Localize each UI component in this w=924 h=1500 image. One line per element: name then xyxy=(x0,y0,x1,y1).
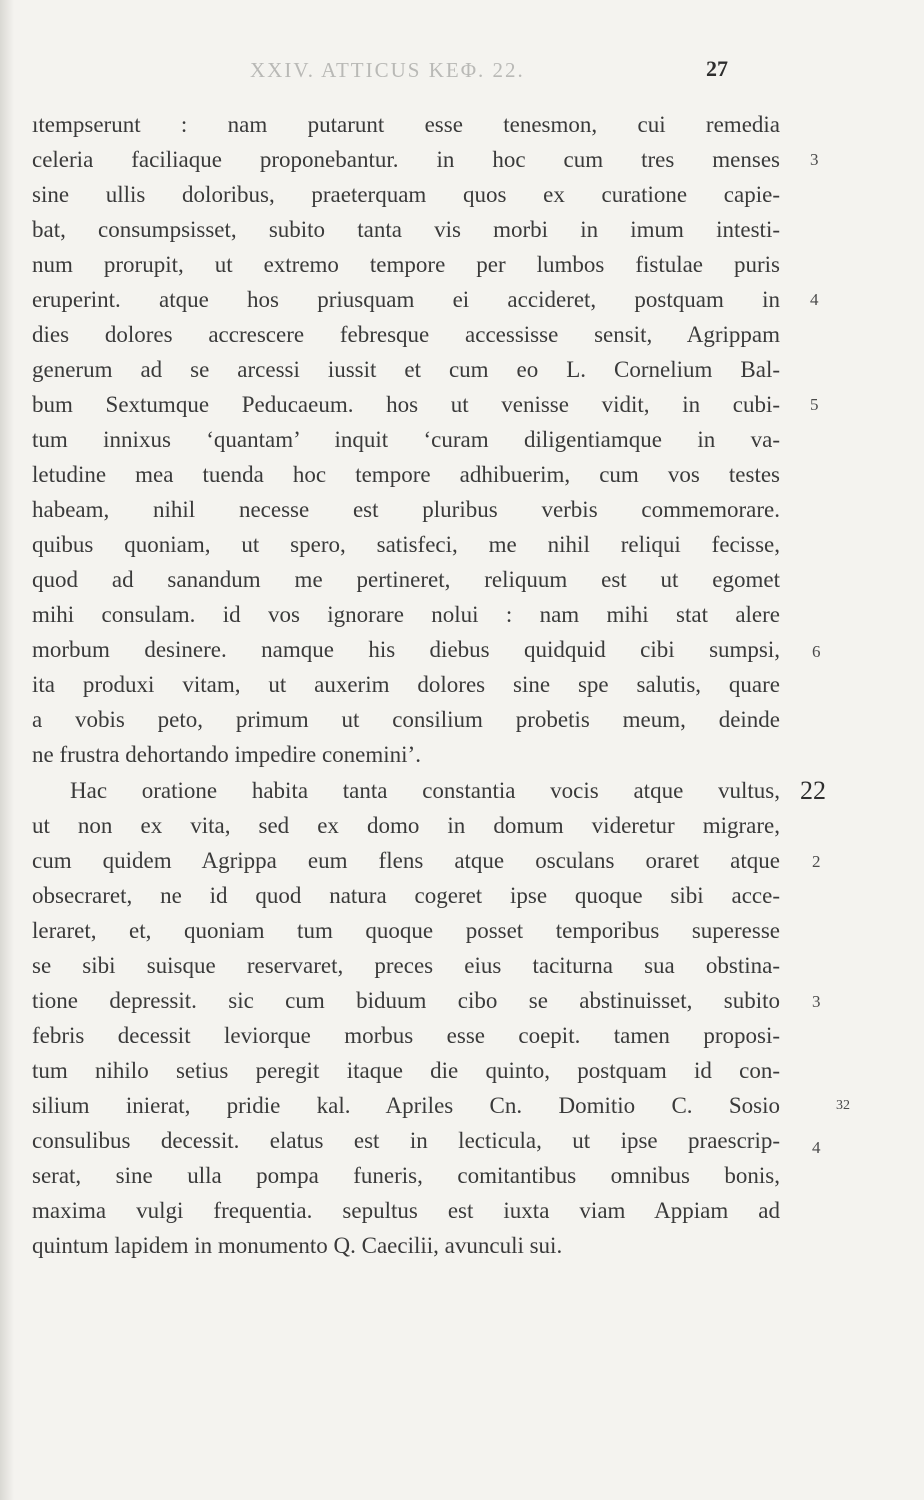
text-line: eruperint. atque hos priusquam ei accideret, postquam in xyxy=(32,287,780,312)
margin-chapter-number: 22 xyxy=(800,776,826,805)
margin-section-number: 3 xyxy=(812,992,821,1011)
text-line: ita produxi vitam, ut auxerim dolores sine spe salutis, quare xyxy=(32,672,780,697)
text-line: tum innixus ‘quantam’ inquit ‘curam diligentiamque in va- xyxy=(32,427,780,452)
text-line: dies dolores accrescere febresque accessisse sensit, Agrippam xyxy=(32,322,780,347)
margin-section-number: 5 xyxy=(810,395,819,414)
text-line: obsecraret, ne id quod natura cogeret ipse quoque sibi acce- xyxy=(32,883,780,908)
text-line: Hac oratione habita tanta constantia vocis atque vultus, xyxy=(70,778,780,803)
text-line: tum nihilo setius peregit itaque die quinto, postquam id con- xyxy=(32,1058,780,1083)
page-number: 27 xyxy=(706,56,728,81)
margin-section-number: 2 xyxy=(812,852,821,871)
page-gutter-shadow xyxy=(0,0,14,1500)
text-line: bum Sextumque Peducaeum. hos ut venisse vidit, in cubi- xyxy=(32,392,780,417)
text-line: silium inierat, pridie kal. Apriles Cn. Domitio C. Sosio xyxy=(32,1093,780,1118)
text-line: consulibus decessit. elatus est in lecticula, ut ipse praescrip- xyxy=(32,1128,780,1153)
text-line: mihi consulam. id vos ignorare nolui : nam mihi stat alere xyxy=(32,602,780,627)
running-head: XXIV. ATTICUS ΚΕΦ. 22. xyxy=(250,58,525,82)
text-line: letudine mea tuenda hoc tempore adhibuerim, cum vos testes xyxy=(32,462,780,487)
text-line: quintum lapidem in monumento Q. Caecilii, avunculi sui. xyxy=(32,1233,563,1258)
margin-section-number: 4 xyxy=(810,290,819,309)
text-line: serat, sine ulla pompa funeris, comitantibus omnibus bonis, xyxy=(32,1163,780,1188)
text-line: quibus quoniam, ut spero, satisfeci, me nihil reliqui fecisse, xyxy=(32,532,780,557)
text-line: ut non ex vita, sed ex domo in domum videretur migrare, xyxy=(32,813,780,838)
margin-page-reference: 32 xyxy=(836,1098,850,1113)
text-line: morbum desinere. namque his diebus quidquid cibi sumpsi, xyxy=(32,637,780,662)
text-line: celeria faciliaque proponebantur. in hoc cum tres menses xyxy=(32,147,780,172)
margin-section-number: 4 xyxy=(812,1138,821,1157)
text-line: sine ullis doloribus, praeterquam quos ex curatione capie- xyxy=(32,182,780,207)
text-line: leraret, et, quoniam tum quoque posset temporibus superesse xyxy=(32,918,780,943)
margin-section-number: 6 xyxy=(812,642,821,661)
text-line: febris decessit leviorque morbus esse coepit. tamen proposi- xyxy=(32,1023,780,1048)
text-line: ne frustra dehortando impedire conemini’. xyxy=(32,742,421,767)
text-line: ıtempserunt : nam putarunt esse tenesmon, cui remedia xyxy=(32,112,780,137)
text-line: tione depressit. sic cum biduum cibo se abstinuisset, subito xyxy=(32,988,780,1013)
text-line: maxima vulgi frequentia. sepultus est iuxta viam Appiam ad xyxy=(32,1198,780,1223)
text-line: a vobis peto, primum ut consilium probetis meum, deinde xyxy=(32,707,780,732)
text-line: generum ad se arcessi iussit et cum eo L. Cornelium Bal- xyxy=(32,357,780,382)
text-line: num prorupit, ut extremo tempore per lumbos fistulae puris xyxy=(32,252,780,277)
text-line: quod ad sanandum me pertineret, reliquum est ut egomet xyxy=(32,567,780,592)
text-line: cum quidem Agrippa eum flens atque osculans oraret atque xyxy=(32,848,780,873)
text-line: habeam, nihil necesse est pluribus verbis commemorare. xyxy=(32,497,780,522)
text-line: bat, consumpsisset, subito tanta vis morbi in imum intesti- xyxy=(32,217,780,242)
margin-section-number: 3 xyxy=(810,150,819,169)
text-line: se sibi suisque reservaret, preces eius taciturna sua obstina- xyxy=(32,953,780,978)
